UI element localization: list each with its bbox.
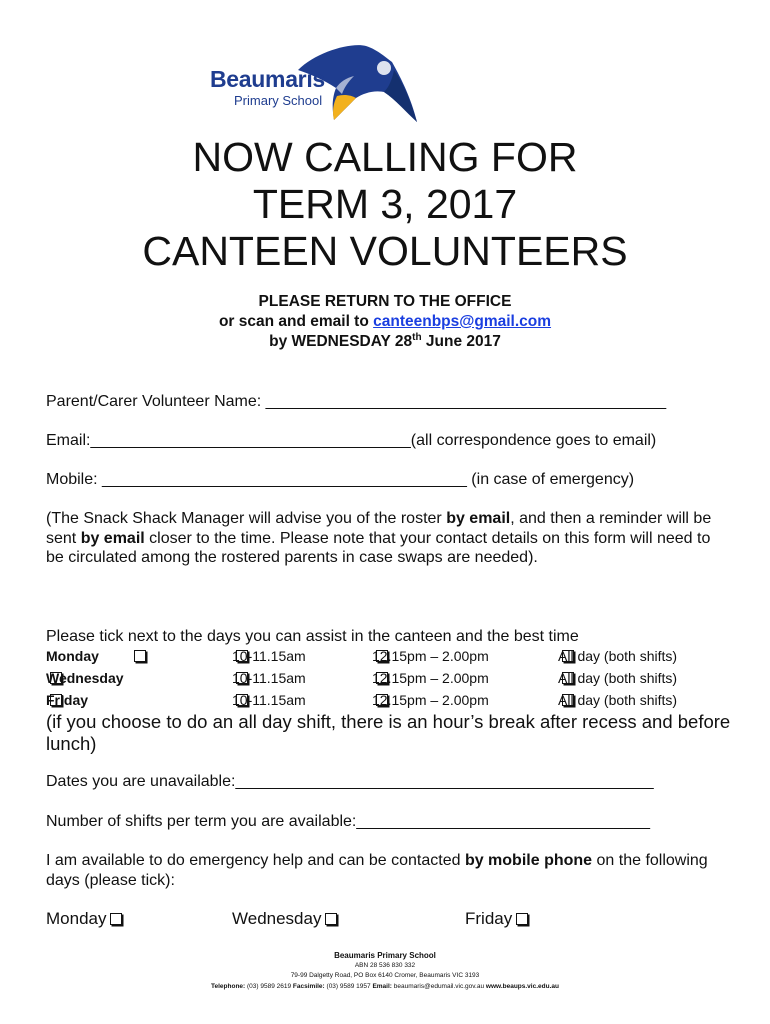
instructions-line-2 — [0, 312, 770, 332]
emergency-bold: by mobile phone — [464, 852, 593, 869]
availability-table — [46, 648, 736, 712]
title-line-3: CANTEEN VOLUNTEERS — [142, 228, 628, 274]
shift2-label: 12.15pm – 2.00pm — [372, 670, 489, 686]
shift1-label: 10-11.15am — [232, 670, 306, 686]
deadline-prefix: by WEDNESDAY 28 — [269, 333, 413, 350]
checkbox-icon[interactable] — [110, 913, 122, 925]
title-line-2: TERM 3, 2017 — [252, 181, 518, 227]
allday-label: All day (both shifts) — [558, 670, 678, 686]
emergency-text-1: I am available to do emergency help and can be contacted — [46, 852, 465, 869]
checkbox-icon[interactable] — [325, 913, 337, 925]
footer-tel-label: Telephone: — [211, 983, 246, 990]
roster-note-text-1: (The Snack Shack Manager will advise you of the roster — [46, 510, 447, 527]
logo-school-name: Beaumaris — [210, 66, 325, 92]
day-row-wednesday — [46, 670, 736, 692]
volunteer-name-field[interactable]: Parent/Carer Volunteer Name: _____________________________________________ — [46, 393, 667, 410]
shift2-label: 12.15pm – 2.00pm — [372, 648, 489, 664]
day-name — [46, 670, 124, 686]
footer-web[interactable]: www.beaups.vic.edu.au — [485, 983, 559, 990]
day-row-monday — [46, 648, 736, 670]
emergency-text-2: on the following days (please tick): — [46, 852, 708, 889]
checkbox-icon[interactable] — [516, 913, 528, 925]
return-instructions — [0, 292, 770, 352]
shift1-monday — [232, 648, 306, 664]
shift1-wednesday — [232, 670, 306, 686]
footer-abn: ABN 28 536 830 332 — [354, 962, 416, 969]
shift2-monday — [372, 648, 489, 664]
title-line-1: NOW CALLING FOR — [192, 134, 578, 180]
emergency-friday[interactable] — [465, 909, 528, 929]
footer-tel: (03) 9589 2619 — [247, 983, 292, 990]
allday-label: All day (both shifts) — [558, 692, 678, 708]
shift2-friday — [372, 692, 489, 708]
mobile-field[interactable]: Mobile: _________________________________________ (in case of emergency) — [46, 471, 635, 488]
emergency-day-label: Monday — [46, 909, 107, 928]
footer-address: 79-99 Dalgetty Road, PO Box 6140 Cromer, Beaumaris VIC 3193 — [290, 972, 480, 979]
roster-note-text-2: , and then a reminder will be sent — [46, 510, 712, 547]
instructions-line-1: PLEASE RETURN TO THE OFFICE — [258, 293, 512, 310]
footer-email[interactable]: beaumaris@edumail.vic.gov.au — [393, 983, 485, 990]
instructions-line-3 — [0, 332, 770, 352]
days-intro: Please tick next to the days you can assist in the canteen and the best time — [46, 628, 579, 645]
allday-monday — [558, 648, 678, 664]
deadline-ordinal: th — [412, 331, 422, 343]
emergency-wednesday[interactable] — [232, 909, 337, 929]
roster-note — [46, 509, 726, 568]
footer-school-name — [0, 951, 770, 960]
shift1-friday — [232, 692, 306, 708]
roster-note-bold-1: by email — [446, 510, 511, 527]
roster-note-text-3: closer to the time. Please note that your contact details on this form will need to be circulated among the rostered parents in case swaps are needed). — [46, 529, 711, 566]
shift2-label: 12.15pm – 2.00pm — [372, 692, 489, 708]
shift1-label: 10-11.15am — [232, 692, 306, 708]
emergency-day-label: Friday — [465, 909, 513, 928]
emergency-day-label: Wednesday — [232, 909, 322, 928]
emergency-monday[interactable] — [46, 909, 122, 929]
school-logo — [206, 40, 422, 130]
day-label: Monday — [46, 648, 99, 664]
unavailable-dates-field[interactable]: Dates you are unavailable:_______________________________________________ — [46, 773, 654, 790]
checkbox-icon[interactable] — [134, 650, 146, 662]
day-label: Friday — [46, 692, 89, 708]
footer-name: Beaumaris Primary School — [334, 951, 436, 960]
allday-wednesday — [558, 670, 678, 686]
footer-fax: (03) 9589 1957 — [326, 983, 371, 990]
instructions-line-2-prefix: or scan and email to — [218, 313, 374, 330]
logo-school-subtitle: Primary School — [234, 93, 323, 108]
footer-fax-label: Facsimile: — [292, 983, 325, 990]
deadline-suffix: June 2017 — [421, 333, 501, 350]
email-field[interactable]: Email:____________________________________(all correspondence goes to email) — [46, 432, 657, 449]
roster-note-bold-2: by email — [80, 529, 145, 547]
day-name — [46, 692, 89, 708]
shift2-wednesday — [372, 670, 489, 686]
emergency-note — [46, 851, 726, 890]
footer-contacts — [0, 983, 770, 990]
allday-label: All day (both shifts) — [558, 648, 678, 664]
checkbox-monday[interactable] — [130, 648, 146, 664]
page-title — [0, 134, 770, 275]
footer-email-label: Email: — [372, 983, 392, 990]
shift1-label: 10-11.15am — [232, 648, 306, 664]
canteen-email-link[interactable]: canteenbps@gmail.com — [373, 313, 552, 330]
shifts-per-term-field[interactable]: Number of shifts per term you are available:_________________________________ — [46, 813, 651, 830]
day-label: Wednesday — [46, 670, 124, 686]
break-note: (if you choose to do an all day shift, there is an hour’s break after recess and before lunch) — [46, 711, 731, 754]
allday-friday — [558, 692, 678, 708]
